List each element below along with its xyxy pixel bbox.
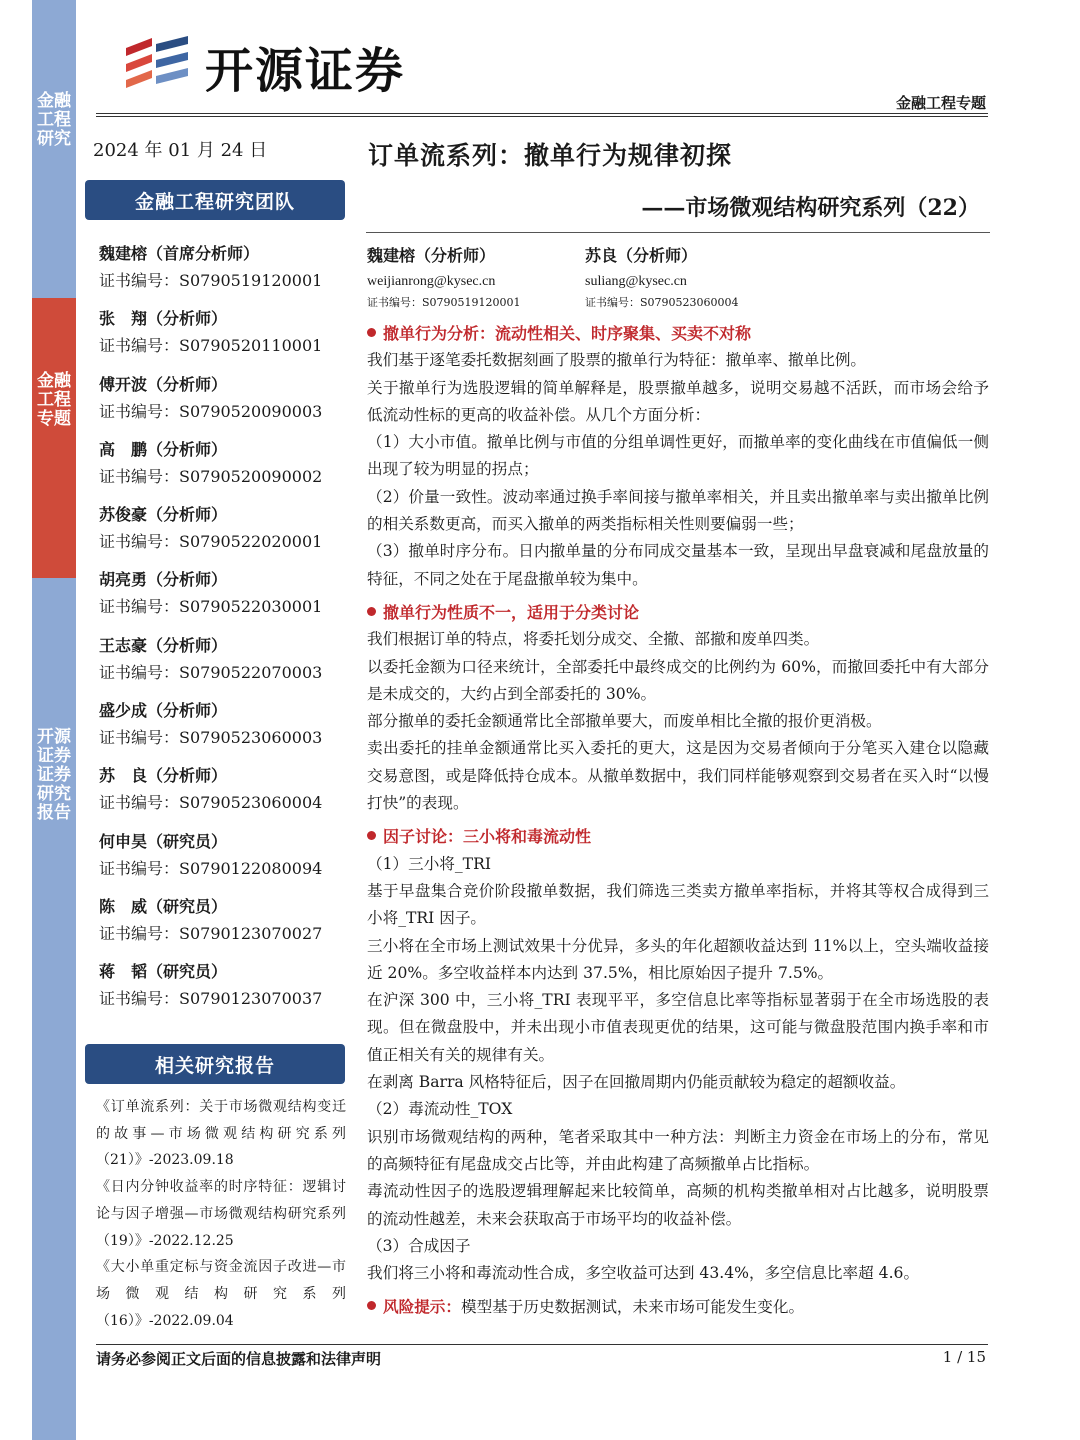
paragraph: （2）价量一致性。波动率通过换手率间接与撤单率相关，并且卖出撤单率与卖出撤单比例的相关系数更高，而买入撤单的两类指标相关性则要偏弱一些； (367, 487, 989, 534)
paragraph: 基于早盘集合竞价阶段撤单数据，我们筛选三类卖方撤单率指标，并将其等权合成得到三小将_TRI 因子。 (367, 881, 989, 928)
team-member (99, 958, 349, 1023)
risk-text: 模型基于历史数据测试，未来市场可能发生变化。 (460, 1298, 805, 1317)
member-name: 苏 良（分析师） (99, 766, 228, 786)
paragraph: 识别市场微观结构的两种，笔者采取其中一种方法：判断主力资金在市场上的分布，常见的高频特征有尾盘成交占比等，并由此构建了高频撤单占比指标。 (367, 1127, 989, 1173)
team-list (99, 240, 349, 1024)
paragraph: （3）撤单时序分布。日内撤单量的分布同成交量基本一致，呈现出早盘衰减和尾盘放量的特征，不同之处在于尾盘撤单较为集中。 (367, 542, 989, 588)
team-member (99, 436, 349, 501)
subtitle-rule (366, 232, 990, 233)
member-cert: 证书编号：S0790520090002 (99, 466, 323, 486)
member-name: 王志豪（分析师） (99, 635, 228, 655)
member-name: 傅开波（分析师） (99, 374, 228, 394)
member-cert: 证书编号：S0790122080094 (99, 858, 323, 878)
member-cert: 证书编号：S0790123070037 (99, 989, 323, 1009)
member-cert: 证书编号：S0790123070027 (99, 923, 323, 943)
team-member (99, 632, 349, 697)
footer-rule (96, 1344, 988, 1345)
team-member (99, 371, 349, 436)
report-category: 金融工程专题 (895, 94, 986, 112)
related-list (96, 1094, 346, 1334)
section-heading: 撤单行为性质不一，适用于分类讨论 (367, 599, 989, 626)
team-member (99, 893, 349, 958)
sidebar-stripe (32, 0, 76, 1440)
paragraph: 以委托金额为口径来统计，全部委托中最终成交的比例约为 60%，而撤回委托中有大部分是未成交的，大约占到全部委托的 30%。 (367, 657, 989, 703)
report-title: 订单流系列：撤单行为规律初探 (368, 141, 733, 170)
member-cert: 证书编号：S0790522030001 (99, 597, 323, 617)
analyst-email[interactable]: weijianrong@kysec.cn (367, 274, 496, 289)
related-report-link[interactable]: 《大小单重定标与资金流因子改进—市场微观结构研究系列（16）》-2022.09.04 (96, 1259, 346, 1329)
member-name: 魏建榕（首席分析师） (99, 244, 260, 263)
paragraph: （1）大小市值。撤单比例与市值的分组单调性更好，而撤单率的变化曲线在市值偏低一侧出现了较为明显的拐点； (367, 433, 989, 479)
member-name: 蒋 韬（研究员） (99, 962, 228, 982)
paragraph: 我们将三小将和毒流动性合成，多空收益可达到 43.4%，多空信息比率超 4.6。 (367, 1264, 920, 1283)
team-member (99, 305, 349, 370)
team-member (99, 240, 349, 305)
header-rule-secondary (96, 116, 988, 117)
related-report-link[interactable]: 《订单流系列：关于市场微观结构变迁的故事—市场微观结构研究系列（21）》-2023.09.18 (96, 1099, 346, 1169)
member-name: 胡亮勇（分析师） (99, 570, 228, 590)
header-rule (96, 113, 988, 114)
member-name: 何申昊（研究员） (99, 831, 228, 851)
logo-text: 开源证券 (205, 43, 406, 99)
analyst-card (367, 243, 587, 311)
member-cert: 证书编号：S0790522020001 (99, 532, 323, 552)
member-name: 高 鹏（分析师） (99, 439, 228, 459)
subheading: （2）毒流动性_TOX (367, 1100, 513, 1119)
bullet-icon (367, 831, 376, 840)
section-heading: 因子讨论：三小将和毒流动性 (367, 823, 989, 850)
member-cert: 证书编号：S0790520090003 (99, 401, 323, 421)
member-cert: 证书编号：S0790523060004 (99, 793, 323, 813)
paragraph: 在沪深 300 中，三小将_TRI 表现平平，多空信息比率等指标显著弱于在全市场选股的表现。但在微盘股中，并未出现小市值表现更优的结果，这可能与微盘股范围内换手率和市值正相关有关的规律有关。 (367, 991, 989, 1064)
paragraph: 关于撤单行为选股逻辑的简单解释是，股票撤单越多，说明交易越不活跃，而市场会给予低流动性标的更高的收益补偿。从几个方面分析： (367, 378, 989, 424)
report-subtitle: ——市场微观结构研究系列（22） (641, 195, 980, 221)
sidebar-stripe-highlight (32, 298, 76, 578)
risk-note (367, 1293, 989, 1321)
analyst-email[interactable]: suliang@kysec.cn (585, 274, 687, 289)
analyst-card (585, 243, 805, 311)
page-number: 1 / 15 (942, 1348, 986, 1366)
logo-icon (122, 34, 192, 90)
member-name: 陈 威（研究员） (99, 896, 228, 916)
team-member (99, 566, 349, 631)
paragraph: 毒流动性因子的选股逻辑理解起来比较简单，高频的机构类撤单相对占比越多，说明股票的流动性越差，未来会获取高于市场平均的收益补偿。 (367, 1182, 989, 1228)
report-body (367, 320, 989, 1322)
subheading: （1）三小将_TRI (367, 854, 491, 873)
analyst-cert: 证书编号：S0790519120001 (367, 296, 521, 309)
analyst-cert: 证书编号：S0790523060004 (585, 296, 739, 309)
risk-label: 风险提示： (383, 1297, 461, 1317)
member-cert: 证书编号：S0790523060003 (99, 728, 323, 748)
member-name: 张 翔（分析师） (99, 309, 228, 329)
member-cert: 证书编号：S0790522070003 (99, 662, 323, 682)
related-heading: 相关研究报告 (85, 1044, 345, 1084)
paragraph: 部分撤单的委托金额通常比全部撤单要大，而废单相比全撤的报价更消极。 (367, 712, 882, 731)
footer-disclaimer: 请务必参阅正文后面的信息披露和法律声明 (96, 1350, 382, 1368)
paragraph: 我们根据订单的特点，将委托划分成交、全撤、部撤和废单四类。 (367, 630, 820, 649)
team-heading: 金融工程研究团队 (85, 180, 345, 220)
paragraph: 卖出委托的挂单金额通常比买入委托的更大，这是因为交易者倾向于分笔买入建仓以隐藏交易意图，或是降低持仓成本。从撤单数据中，我们同样能够观察到交易者在买入时“以慢打快”的表现。 (367, 739, 989, 813)
team-member (99, 828, 349, 893)
member-name: 盛少成（分析师） (99, 701, 228, 721)
paragraph: 在剥离 Barra 风格特征后，因子在回撤周期内仍能贡献较为稳定的超额收益。 (367, 1073, 906, 1092)
sidebar-label-top: 金融工程研究 (37, 91, 71, 149)
analyst-name: 苏良（分析师） (585, 246, 698, 265)
sidebar-label-mid: 金融工程专题 (37, 371, 71, 429)
paragraph: 我们基于逐笔委托数据刻画了股票的撤单行为特征：撤单率、撤单比例。 (367, 351, 867, 370)
team-member (99, 697, 349, 762)
sidebar-label-bottom: 开源证券 证券研究报告 (37, 727, 71, 823)
report-date: 2024 年 01 月 24 日 (93, 140, 268, 161)
analyst-name: 魏建榕（分析师） (367, 246, 496, 265)
paragraph: 三小将在全市场上测试效果十分优异，多头的年化超额收益达到 11%以上，空头端收益接近 20%。多空收益样本内达到 37.5%，相比原始因子提升 7.5%。 (367, 936, 989, 982)
member-cert: 证书编号：S0790520110001 (99, 336, 323, 356)
bullet-icon (367, 328, 376, 337)
section-heading: 撤单行为分析：流动性相关、时序聚集、买卖不对称 (367, 320, 989, 347)
subheading: （3）合成因子 (367, 1236, 471, 1255)
team-member (99, 501, 349, 566)
bullet-icon (367, 1301, 376, 1310)
member-name: 苏俊豪（分析师） (99, 505, 228, 525)
team-member (99, 762, 349, 827)
bullet-icon (367, 607, 376, 616)
related-report-link[interactable]: 《日内分钟收益率的时序特征：逻辑讨论与因子增强—市场微观结构研究系列（19）》-2022.12.25 (96, 1179, 346, 1249)
member-cert: 证书编号：S0790519120001 (99, 271, 323, 290)
